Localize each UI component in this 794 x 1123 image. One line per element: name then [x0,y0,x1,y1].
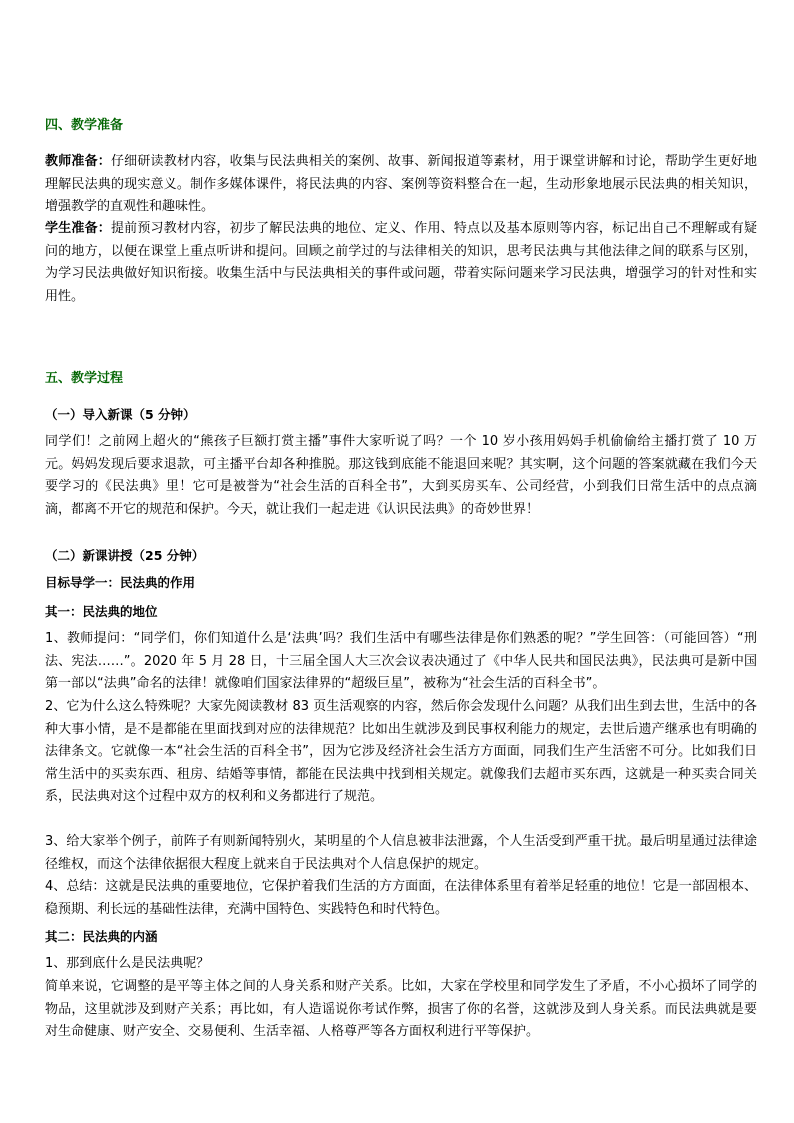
part-title-intro: （一）导入新课（5 分钟） [45,407,196,422]
teacher-prep-paragraph [45,151,757,219]
status-paragraph-1: 1、教师提问：“同学们，你们知道什么是‘法典’吗？我们生活中有哪些法律是你们熟悉的呢？”学生回答：（可能回答）“刑法、宪法……”。2020 年 5 月 28 日，十三届全国人大三次会议表决通过了《中华人民共和国民法典》，民法典可是新中国第一部以“法典”命名的法律！就像咱们国家法律界的“超级巨星”，被称为“社会生活的百科全书”。 [45,631,757,691]
section-heading-teaching-prep: 四、教学准备 [45,118,124,133]
intro-paragraph: 同学们！之前网上超火的“熊孩子巨额打赏主播”事件大家听说了吗？一个 10 岁小孩用妈妈手机偷偷给主播打赏了 10 万元。妈妈发现后要求退款，可主播平台却各种推脱。那这钱到底能不能退回来呢？其实啊，这个问题的答案就藏在我们今天要学习的《民法典》里！它可是被誉为“社会生活的百科全书”，大到买房买车、公司经营，小到我们日常生活中的点点滴滴，都离不开它的规范和保护。今天，就让我们一起走进《认识民法典》的奇妙世界！ [45,434,757,517]
section-heading-teaching-process: 五、教学过程 [45,371,124,386]
student-prep-label: 学生准备： [45,221,111,236]
status-paragraph-4: 4、总结：这就是民法典的重要地位，它保护着我们生活的方方面面，在法律体系里有着举足轻重的地位！它是一部固根本、稳预期、利长远的基础性法律，充满中国特色、实践特色和时代特色。 [45,879,757,917]
meaning-question: 1、那到底什么是民法典呢？ [45,956,210,971]
subsection-title-meaning: 其二：民法典的内涵 [45,929,158,944]
goal-title-1: 目标导学一：民法典的作用 [45,575,196,590]
student-prep-text: 提前预习教材内容，初步了解民法典的地位、定义、作用、特点以及基本原则等内容，标记出自己不理解或有疑问的地方，以便在课堂上重点听讲和提问。回顾之前学过的与法律相关的知识，思考民法典与其他法律之间的联系与区别，为学习民法典做好知识衔接。收集生活中与民法典相关的事件或问题，带着实际问题来学习民法典，增强学习的针对性和实用性。 [45,221,757,304]
part-title-new-lesson: （二）新课讲授（25 分钟） [45,548,205,563]
teacher-prep-text: 仔细研读教材内容，收集与民法典相关的案例、故事、新闻报道等素材，用于课堂讲解和讨论，帮助学生更好地理解民法典的现实意义。制作多媒体课件，将民法典的内容、案例等资料整合在一起，生动形象地展示民法典的相关知识，增强教学的直观性和趣味性。 [45,154,757,214]
status-paragraph-2: 2、它为什么这么特殊呢？大家先阅读教材 83 页生活观察的内容，然后你会发现什么问题？从我们出生到去世，生活中的各种大事小情，是不是都能在里面找到对应的法律规范？比如出生就涉及到民事权利能力的规定，去世后遗产继承也有明确的法律条文。它就像一本“社会生活的百科全书”，因为它涉及经济社会生活方方面面，同我们生产生活密不可分。比如我们日常生活中的买卖东西、租房、结婚等事情，都能在民法典中找到相关规定。就像我们去超市买东西，这就是一种买卖合同关系，民法典对这个过程中双方的权利和义务都进行了规范。 [45,699,757,804]
subsection-title-status: 其一：民法典的地位 [45,604,158,619]
meaning-paragraph: 简单来说，它调整的是平等主体之间的人身关系和财产关系。比如，大家在学校里和同学发生了矛盾，不小心损坏了同学的物品，这里就涉及到财产关系；再比如，有人造谣说你考试作弊，损害了你的名誉，这就涉及到人身关系。而民法典就是要对生命健康、财产安全、交易便利、生活幸福、人格尊严等各方面权利进行平等保护。 [45,979,757,1039]
student-prep-paragraph [45,218,757,308]
teacher-prep-label: 教师准备： [45,154,111,169]
status-paragraph-3: 3、给大家举个例子，前阵子有则新闻特别火，某明星的个人信息被非法泄露，个人生活受到严重干扰。最后明星通过法律途径维权，而这个法律依据很大程度上就来自于民法典对个人信息保护的规定。 [45,834,757,872]
